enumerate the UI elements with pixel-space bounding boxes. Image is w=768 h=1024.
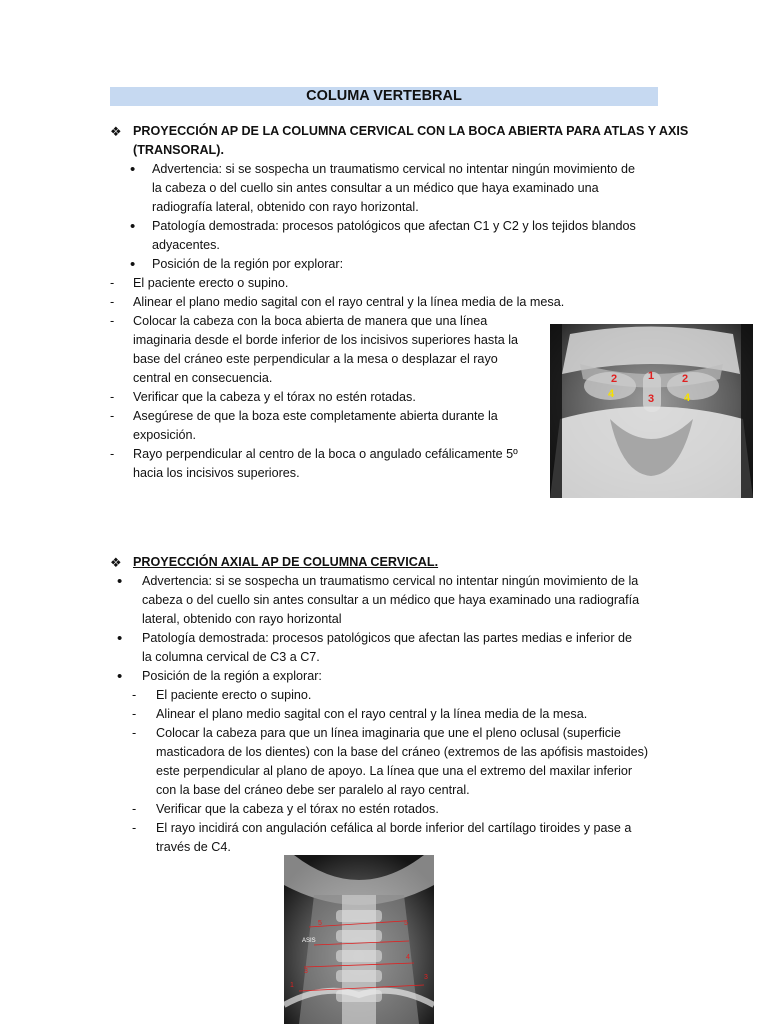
xray-label: 1 [290, 982, 294, 989]
s2-dash3-line2: masticadora de los dientes) con la base del cráneo (extremos de las apófisis mastoides) [156, 745, 649, 759]
xray-image-axial-cervical [284, 855, 434, 1024]
s1-dash6-line2: hacia los incisivos superiores. [133, 466, 300, 480]
section2-heading: PROYECCIÓN AXIAL AP DE COLUMNA CERVICAL. [133, 555, 439, 569]
s2-bullet1-line1: Advertencia: si se sospecha un traumatismo cervical no intentar ningún movimiento de la [142, 574, 639, 588]
xray-label: 3 [304, 968, 308, 975]
s1-bullet1-line1: Advertencia: si se sospecha un traumatismo cervical no intentar ningún movimiento de [152, 162, 636, 176]
xray-label: 1 [648, 370, 655, 382]
s2-bullet2-line1: Patología demostrada: procesos patológicos que afectan las partes medias e inferior de [142, 631, 633, 645]
bullet-icon: • [130, 218, 136, 235]
dash-marker: - [132, 821, 137, 835]
bullet-icon: • [117, 573, 123, 590]
s1-bullet3-line1: Posición de la región por explorar: [152, 257, 344, 271]
s1-dash4-line1: Verificar que la cabeza y el tórax no estén rotadas. [133, 390, 416, 404]
xray-label: 2 [682, 373, 689, 385]
s1-dash3-line4: central en consecuencia. [133, 371, 273, 385]
s2-bullet3-line1: Posición de la región a explorar: [142, 669, 322, 683]
s1-dash1-line1: El paciente erecto o supino. [133, 276, 289, 290]
dash-marker: - [132, 802, 137, 816]
xray-label: 4 [406, 954, 410, 961]
s1-bullet2-line1: Patología demostrada: procesos patológicos que afectan C1 y C2 y los tejidos blandos [152, 219, 636, 233]
s1-bullet1-line3: radiografía lateral, obtenido con rayo horizontal. [152, 200, 419, 214]
s1-dash5-line2: exposición. [133, 428, 197, 442]
dash-marker: - [132, 688, 137, 702]
xray-label: 3 [424, 974, 428, 981]
xray-image-open-mouth [550, 324, 753, 498]
document-title: COLUMA VERTEBRAL [110, 87, 658, 106]
s2-dash1-line1: El paciente erecto o supino. [156, 688, 312, 702]
s1-dash3-line3: base del cráneo este perpendicular a la mesa o desplazar el rayo [133, 352, 498, 366]
s2-dash4-line1: Verificar que la cabeza y el tórax no estén rotados. [156, 802, 439, 816]
dash-marker: - [110, 447, 115, 461]
xray-label: 5 [318, 920, 322, 927]
xray-label: 4 [608, 388, 615, 400]
dash-marker: - [132, 707, 137, 721]
bullet-icon: • [130, 256, 136, 273]
dash-marker: - [110, 390, 115, 404]
xray-label: 3 [648, 393, 655, 405]
s2-bullet2-line2: la columna cervical de C3 a C7. [142, 650, 320, 664]
bullet-icon: • [130, 161, 136, 178]
s1-dash3-line2: imaginaria desde el borde inferior de los incisivos superiores hasta la [133, 333, 519, 347]
xray-label: 4 [684, 392, 691, 404]
dash-marker: - [132, 726, 137, 740]
s1-bullet1-line2: la cabeza o del cuello sin antes consultar a un médico que haya examinado una [152, 181, 599, 195]
s1-dash3-line1: Colocar la cabeza con la boca abierta de manera que una línea [133, 314, 488, 328]
xray-label: ASIS [302, 938, 316, 944]
s2-bullet1-line2: cabeza o del cuello sin antes consultar a un médico que haya examinado una radiografía [142, 593, 640, 607]
s2-dash3-line1: Colocar la cabeza para que un línea imaginaria que une el pleno oclusal (superficie [156, 726, 621, 740]
dash-marker: - [110, 314, 115, 328]
section1-heading-line2: (TRANSORAL). [133, 143, 224, 157]
xray-label: 2 [611, 373, 618, 385]
s1-bullet2-line2: adyacentes. [152, 238, 220, 252]
s2-dash5-line2: través de C4. [156, 840, 231, 854]
s2-bullet1-line3: lateral, obtenido con rayo horizontal [142, 612, 342, 626]
dash-marker: - [110, 276, 115, 290]
s2-dash3-line4: con la base del cráneo debe ser paralelo al rayo central. [156, 783, 470, 797]
xray-label: 5 [404, 920, 408, 927]
s2-dash5-line1: El rayo incidirá con angulación cefálica al borde inferior del cartílago tiroides y pase a [156, 821, 632, 835]
s1-dash5-line1: Asegúrese de que la boza este completamente abierta durante la [133, 409, 498, 423]
s2-dash2-line1: Alinear el plano medio sagital con el rayo central y la línea media de la mesa. [156, 707, 588, 721]
diamond-bullet-icon: ❖ [110, 124, 122, 139]
s1-dash2-line1: Alinear el plano medio sagital con el rayo central y la línea media de la mesa. [133, 295, 565, 309]
s1-dash6-line1: Rayo perpendicular al centro de la boca o angulado cefálicamente 5º [133, 447, 518, 461]
diamond-bullet-icon: ❖ [110, 555, 122, 570]
section1-heading-line1: PROYECCIÓN AP DE LA COLUMNA CERVICAL CON LA BOCA ABIERTA PARA ATLAS Y AXIS [133, 124, 689, 138]
s2-dash3-line3: este perpendicular al plano de apoyo. La línea que una el extremo del maxilar inferior [156, 764, 633, 778]
dash-marker: - [110, 295, 115, 309]
bullet-icon: • [117, 630, 123, 647]
bullet-icon: • [117, 668, 123, 685]
dash-marker: - [110, 409, 115, 423]
